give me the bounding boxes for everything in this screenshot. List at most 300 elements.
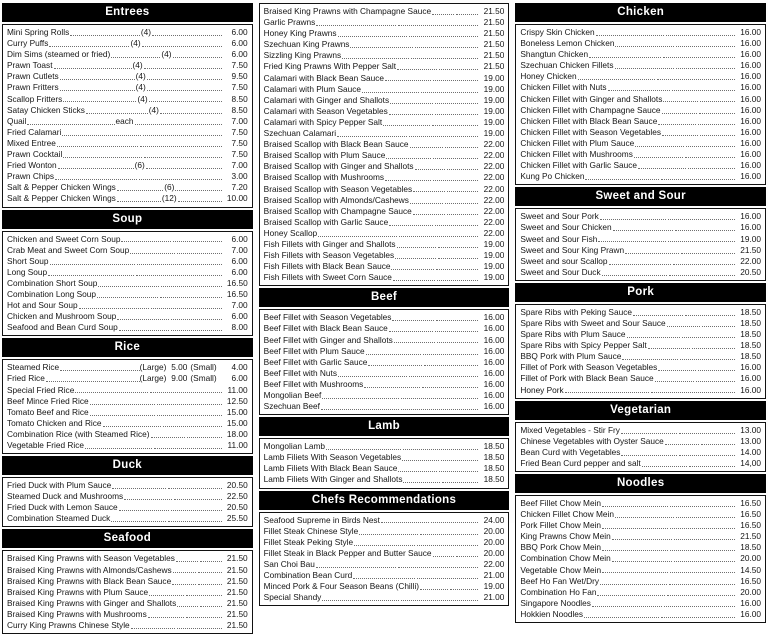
menu-item-name: Chicken Fillet with Mushrooms	[520, 149, 633, 160]
menu-item-name: Braised King Prawns with Black Bean Sauce	[7, 575, 172, 586]
menu-item-row	[264, 441, 505, 452]
menu-item-name: Beef Fillet with Season Vegetables	[263, 312, 392, 323]
menu-item-row	[520, 373, 761, 384]
menu-item-name: Fillet of Pork with Season Vegetables	[520, 362, 658, 373]
dot-leader	[173, 51, 222, 58]
menu-item-price: 8.00	[231, 322, 248, 333]
menu-item-price: 16.00	[740, 373, 762, 384]
menu-item-price: 22.50	[226, 491, 248, 502]
menu-item-row	[264, 172, 505, 183]
dot-leader	[124, 493, 172, 500]
dot-leader	[135, 118, 222, 125]
dot-leader	[171, 313, 222, 320]
dot-leader	[398, 19, 478, 26]
menu-item-price: 16.00	[483, 401, 505, 412]
dot-leader	[658, 118, 695, 125]
menu-item-row	[264, 357, 505, 368]
menu-item-price: 9.50	[231, 71, 248, 82]
menu-item-row	[264, 95, 505, 106]
menu-item-name: Lamb Filiets With Black Bean Sauce	[263, 463, 398, 474]
menu-item-row	[520, 160, 761, 171]
dot-leader	[173, 566, 197, 573]
dot-leader	[177, 600, 198, 607]
dot-leader	[151, 431, 186, 438]
dot-leader	[63, 151, 141, 158]
menu-item-price: 11.00	[227, 384, 248, 395]
dot-leader	[642, 460, 688, 467]
menu-item-row	[7, 138, 248, 149]
menu-item-row	[520, 127, 761, 138]
dot-leader	[433, 550, 455, 557]
dot-leader	[111, 515, 165, 522]
dot-leader	[670, 544, 735, 551]
menu-item-name: Sweet and Sour Pork	[520, 211, 599, 222]
menu-item-row	[7, 116, 248, 127]
menu-item-row	[520, 49, 761, 60]
menu-item-name: Curry King Prawns Chinese Style	[7, 620, 130, 631]
menu-item-name: Szechuan Calamari	[263, 128, 337, 139]
dot-leader	[432, 119, 479, 126]
menu-item-quantity: (4)	[132, 60, 143, 71]
dot-leader	[435, 97, 478, 104]
menu-item-price: 16.00	[740, 27, 762, 37]
menu-item-row	[7, 513, 248, 524]
menu-item-row	[264, 537, 505, 548]
menu-item-price: 21.50	[483, 6, 505, 16]
menu-item-row	[520, 385, 761, 396]
dot-leader	[160, 107, 222, 114]
dot-leader	[447, 208, 479, 215]
section-header: Seafood	[2, 529, 253, 548]
dot-leader	[177, 622, 222, 629]
dot-leader	[149, 589, 184, 596]
menu-item-name: Honey King Prawns	[263, 28, 337, 39]
menu-item-name: Prawn Fritters	[7, 82, 59, 93]
menu-item-row	[520, 553, 761, 564]
menu-item-row	[264, 463, 505, 474]
menu-item-name: Fried Duck with Plum Sauce	[7, 480, 112, 491]
dot-leader	[625, 247, 679, 254]
menu-item-name: Calamari with Season Vegetables	[263, 105, 388, 116]
menu-item-row	[7, 105, 248, 116]
menu-item-row	[264, 84, 505, 95]
dot-leader	[70, 29, 140, 36]
dot-leader	[366, 348, 421, 355]
section-header: Soup	[2, 210, 253, 229]
dot-leader	[411, 52, 478, 59]
menu-item-price: 20.00	[740, 586, 762, 597]
menu-item-name: Braised Scallop with Black Bean Sauce	[263, 139, 409, 150]
menu-item-name: Calamari with Spicy Pepper Salt	[263, 116, 383, 127]
menu-item-name: Combination Rice (with Steamed Rice)	[7, 428, 150, 439]
menu-item-price: 18.50	[483, 474, 505, 485]
menu-item-price: 21.00	[483, 570, 505, 581]
dot-leader	[670, 500, 735, 507]
dot-leader	[638, 162, 686, 169]
menu-item-row	[264, 526, 505, 537]
dot-leader	[173, 235, 222, 242]
menu-item-price: 20.00	[483, 547, 505, 558]
menu-item-name: Sweet and Sour Chicken	[520, 222, 612, 233]
dot-leader	[147, 84, 222, 91]
menu-item-name: Braised King Prawns with Plum Sauce	[7, 586, 149, 597]
menu-item-price: 21.50	[226, 553, 248, 564]
menu-item-price: 19.00	[483, 261, 505, 272]
dot-leader	[423, 348, 478, 355]
dot-leader	[401, 392, 478, 399]
menu-item-price: 18.50	[740, 317, 762, 328]
menu-item-row	[7, 620, 248, 631]
dot-leader	[337, 130, 407, 137]
menu-item-row	[264, 39, 505, 50]
menu-item-name: Curry Puffs	[7, 38, 49, 49]
menu-item-name: Fish Fillets with Season Vegetables	[263, 250, 395, 261]
menu-item-name: Calamari with Black Bean Sauce	[263, 72, 385, 83]
menu-item-name: Szechuan King Prawns	[263, 39, 350, 50]
menu-item-price: 13.00	[740, 435, 762, 446]
menu-item-row	[7, 440, 248, 451]
dot-leader	[27, 118, 114, 125]
menu-item-row	[520, 82, 761, 93]
menu-item-price: 20.50	[226, 502, 248, 513]
dot-leader	[198, 578, 222, 585]
menu-item-row	[7, 576, 248, 587]
menu-item-quantity: (12)	[161, 193, 177, 204]
menu-column	[259, 3, 510, 603]
menu-item-price: 16.00	[483, 323, 505, 334]
menu-item-row	[520, 531, 761, 542]
section-items	[515, 304, 766, 399]
menu-item-row	[7, 193, 248, 204]
menu-item-row	[264, 206, 505, 217]
menu-item-row	[520, 38, 761, 49]
dot-leader	[688, 162, 736, 169]
dot-leader	[154, 442, 221, 449]
dot-leader	[420, 528, 479, 535]
menu-item-price: 19.00	[483, 128, 505, 139]
dot-leader	[54, 62, 132, 69]
dot-leader	[676, 40, 735, 47]
menu-item-name: Scallop Fritters	[7, 93, 63, 104]
menu-item-name: Braised Scallop with Plum Sauce	[263, 150, 386, 161]
menu-item-row	[264, 17, 505, 28]
menu-item-row	[7, 160, 248, 171]
menu-item-row	[264, 312, 505, 323]
dot-leader	[655, 375, 694, 382]
menu-item-row	[264, 570, 505, 581]
menu-item-row	[7, 418, 248, 429]
menu-section	[2, 338, 253, 454]
menu-item-name: Crispy Skin Chicken	[520, 27, 595, 37]
menu-item-price: 19.00	[483, 250, 505, 261]
menu-item-row	[520, 565, 761, 576]
menu-item-price: 16.50	[226, 288, 248, 299]
menu-item-row	[7, 245, 248, 256]
menu-item-name: Braised King Prawns with Almonds/Cashews	[7, 564, 172, 575]
menu-item-row	[264, 161, 505, 172]
dot-leader	[437, 336, 478, 343]
dot-leader	[456, 8, 478, 15]
dot-leader	[680, 353, 735, 360]
dot-leader	[119, 504, 170, 511]
dot-leader	[168, 515, 222, 522]
section-header: Lamb	[259, 417, 510, 436]
dot-leader	[144, 62, 222, 69]
menu-item-row	[264, 592, 505, 603]
menu-item-row	[520, 149, 761, 160]
menu-item-name: Salt & Pepper Chicken Wings	[7, 182, 116, 193]
dot-leader	[394, 336, 435, 343]
menu-item-price: 6.00	[231, 266, 248, 277]
menu-item-name: Beef Fillet with Garlic Sauce	[263, 356, 368, 367]
dot-leader	[316, 561, 396, 568]
menu-item-price: 3.00	[231, 171, 248, 182]
dot-leader	[698, 118, 735, 125]
menu-item-row	[264, 73, 505, 84]
dot-leader	[673, 258, 735, 265]
dot-leader	[669, 269, 735, 276]
dot-leader	[140, 140, 221, 147]
dot-leader	[157, 409, 222, 416]
menu-item-quantity: (6)	[164, 182, 175, 193]
menu-item-price: 12.50	[226, 395, 248, 406]
section-items	[2, 231, 253, 337]
menu-item-price: 16.50	[740, 498, 762, 508]
menu-item-price: 16.00	[740, 104, 762, 115]
dot-leader	[668, 235, 735, 242]
dot-leader	[602, 544, 667, 551]
dot-leader	[160, 291, 221, 298]
menu-item-name: Sweet and Sour Duck	[520, 266, 601, 277]
menu-item-name: Braised Scallop with Champagne Sauce	[263, 205, 412, 216]
dot-leader	[635, 140, 684, 147]
menu-item-name: Tomato Chicken and Rice	[7, 417, 102, 428]
menu-item-name: Beef Fillet Chow Mein	[520, 498, 602, 508]
menu-item-name: Pork Fillet Chow Mein	[520, 520, 602, 531]
dot-leader	[409, 130, 479, 137]
menu-item-price: 7.50	[231, 137, 248, 148]
menu-item-price: 7.00	[231, 115, 248, 126]
dot-leader	[600, 213, 667, 220]
size-large-price: 9.00	[171, 373, 188, 384]
menu-item-row	[264, 128, 505, 139]
menu-item-price: 16.00	[740, 171, 762, 182]
dot-leader	[121, 235, 170, 242]
menu-item-price: 18.00	[226, 428, 248, 439]
menu-item-name: Seafood and Bean Curd Soup	[7, 322, 118, 333]
menu-item-name: Szechuan Beef	[263, 401, 320, 412]
dot-leader	[702, 320, 735, 327]
menu-item-name: Chicken Fillet with Garlic Sauce	[520, 160, 638, 171]
dot-leader	[144, 151, 222, 158]
menu-item-name: Bean Curd with Vegetables	[520, 446, 621, 457]
menu-item-price: 18.50	[740, 329, 762, 340]
dot-leader	[390, 97, 433, 104]
dot-leader	[48, 269, 134, 276]
menu-item-row	[264, 261, 505, 272]
menu-item-row	[264, 452, 505, 463]
menu-item-name: King Prawns Chow Mein	[520, 531, 611, 542]
dot-leader	[85, 442, 152, 449]
dot-leader	[696, 375, 735, 382]
menu-item-row	[520, 436, 761, 447]
menu-item-row	[7, 300, 248, 311]
dot-leader	[321, 403, 399, 410]
menu-item-name: Fish Fillets with Sweet Corn Sauce	[263, 272, 392, 283]
menu-item-row	[264, 150, 505, 161]
menu-item-price: 21.50	[226, 586, 248, 597]
dot-leader	[613, 224, 673, 231]
menu-item-price: 16.00	[740, 60, 762, 71]
dot-leader	[431, 516, 479, 523]
menu-item-price: 16.00	[483, 390, 505, 400]
menu-item-price: 21.50	[483, 50, 505, 61]
menu-item-name: Chicken Fillet with Plum Sauce	[520, 137, 635, 148]
menu-item-row	[7, 480, 248, 491]
dot-leader	[117, 184, 163, 191]
dot-leader	[689, 460, 735, 467]
menu-item-size-prices	[140, 373, 248, 384]
menu-item-name: Combination Steamed Duck	[7, 513, 111, 524]
menu-item-name: Beef Fillet with Plum Sauce	[263, 345, 365, 356]
dot-leader	[354, 539, 415, 546]
menu-item-row	[7, 502, 248, 513]
menu-item-row	[7, 38, 248, 49]
menu-item-name: Fish Fillets with Ginger and Shallots	[263, 238, 396, 249]
dot-leader	[338, 30, 407, 37]
menu-item-name: Quail	[7, 115, 27, 126]
menu-item-row	[7, 311, 248, 322]
dot-leader	[657, 73, 735, 80]
dot-leader	[50, 258, 135, 265]
menu-item-row	[264, 228, 505, 239]
dot-leader	[437, 274, 479, 281]
menu-item-name: Chicken Fillet with Season Vegetables	[520, 126, 662, 137]
menu-item-name: Sweet and Sour King Prawn	[520, 244, 625, 255]
dot-leader	[676, 511, 735, 518]
dot-leader	[131, 622, 176, 629]
dot-leader	[622, 353, 677, 360]
menu-section	[2, 210, 253, 337]
menu-item-row	[7, 322, 248, 333]
dot-leader	[609, 258, 671, 265]
dot-leader	[148, 611, 184, 618]
dot-leader	[60, 364, 140, 371]
menu-item-price: 19.00	[483, 105, 505, 116]
menu-item-price: 21.50	[226, 564, 248, 575]
menu-item-name: Spare Ribs with Peking Sauce	[520, 306, 632, 317]
menu-item-row	[520, 60, 761, 71]
menu-item-name: Braised Scallop with Almonds/Cashews	[263, 194, 409, 205]
menu-item-price: 21.50	[740, 244, 762, 255]
menu-item-price: 8.50	[231, 104, 248, 115]
menu-item-row	[520, 509, 761, 520]
menu-item-price: 16.00	[483, 345, 505, 356]
menu-item-name: Fried Bean Curd pepper and salt	[520, 457, 641, 468]
menu-item-name: Special Fried Rice	[7, 384, 75, 395]
dot-leader	[187, 431, 222, 438]
dot-leader	[442, 476, 478, 483]
dot-leader	[700, 95, 735, 102]
menu-item-row	[520, 105, 761, 116]
menu-item-row	[7, 27, 248, 38]
menu-item-name: Combination Long Soup	[7, 288, 97, 299]
menu-item-name: Beef Fillet with Mushrooms	[263, 378, 364, 389]
dot-leader	[663, 51, 735, 58]
dot-leader	[386, 152, 431, 159]
menu-item-name: Spare Ribs with Plum Sauce	[520, 329, 626, 340]
dot-leader	[615, 62, 674, 69]
dot-leader	[699, 107, 735, 114]
dot-leader	[615, 40, 674, 47]
dot-leader	[584, 611, 658, 618]
dot-leader	[111, 51, 160, 58]
menu-item-price: 18.50	[740, 351, 762, 362]
menu-item-row	[264, 401, 505, 412]
menu-item-row	[520, 340, 761, 351]
menu-item-name: Crab Meat and Sweet Corn Soup	[7, 244, 130, 255]
menu-item-size-prices	[140, 362, 248, 373]
menu-item-name: Mini Spring Rolls	[7, 27, 70, 37]
menu-item-price: 6.00	[231, 311, 248, 322]
section-items	[515, 208, 766, 281]
menu-item-row	[520, 171, 761, 182]
section-items	[2, 359, 253, 454]
dot-leader	[353, 572, 415, 579]
dot-leader	[602, 566, 667, 573]
dot-leader	[621, 427, 677, 434]
menu-item-name: Dim Sims (steamed or fried)	[7, 49, 111, 60]
dot-leader	[447, 185, 479, 192]
menu-item-price: 16.00	[483, 334, 505, 345]
menu-item-price: 11.00	[227, 440, 248, 450]
menu-item-row	[7, 553, 248, 564]
dot-leader	[150, 386, 222, 393]
menu-item-price: 18.50	[740, 542, 762, 553]
menu-item-row	[7, 407, 248, 418]
dot-leader	[417, 572, 479, 579]
menu-item-name: Hot and Sour Soup	[7, 300, 78, 311]
dot-leader	[664, 600, 735, 607]
menu-item-price: 19.00	[483, 83, 505, 94]
dot-leader	[342, 52, 409, 59]
menu-item-row	[264, 61, 505, 72]
menu-item-row	[264, 6, 505, 17]
menu-section	[2, 456, 253, 527]
dot-leader	[409, 30, 478, 37]
dot-leader	[389, 219, 433, 226]
dot-leader	[421, 86, 478, 93]
menu-item-price: 16.00	[740, 160, 762, 171]
section-items	[515, 422, 766, 472]
dot-leader	[578, 73, 656, 80]
menu-item-price: 22.00	[483, 558, 505, 569]
dot-leader	[598, 235, 665, 242]
menu-column	[2, 3, 253, 631]
menu-item-row	[264, 368, 505, 379]
menu-item-name: Chicken Fillet Chow Mein	[520, 509, 614, 520]
section-header: Rice	[2, 338, 253, 357]
menu-item-price: 18.50	[483, 452, 505, 463]
menu-item-price: 20.00	[483, 536, 505, 547]
menu-item-name: Braised Scallop with Ginger and Shallots	[263, 161, 414, 172]
menu-item-row	[7, 598, 248, 609]
menu-item-row	[520, 211, 761, 222]
menu-item-row	[264, 559, 505, 570]
menu-item-price: 22.00	[483, 172, 505, 183]
menu-item-price: 14.00	[740, 446, 762, 457]
menu-item-price: 19.00	[483, 238, 505, 249]
